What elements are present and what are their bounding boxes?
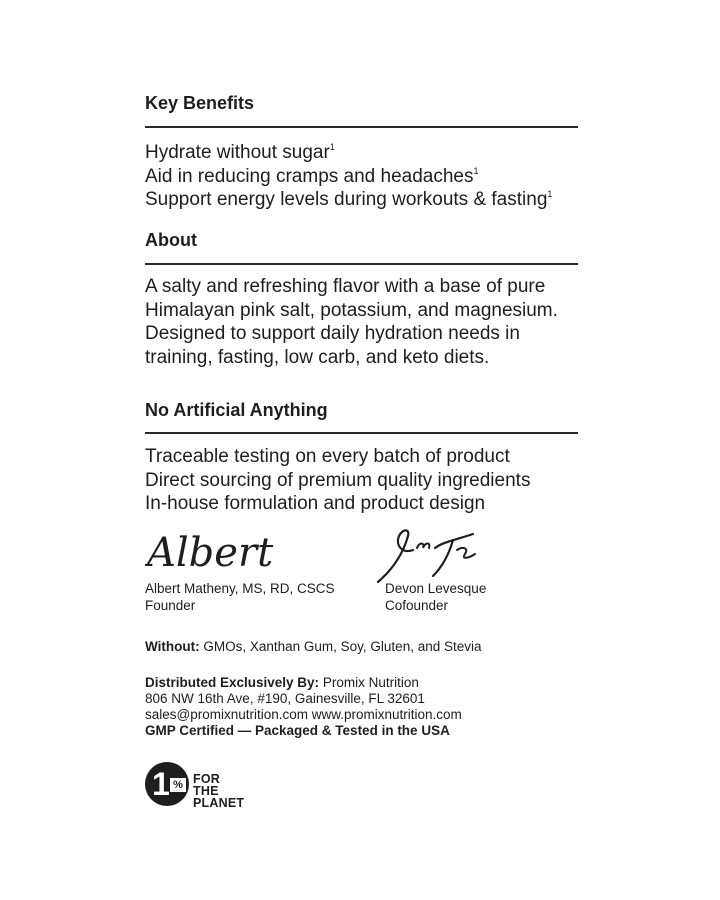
- without-label: Without:: [145, 639, 200, 654]
- distributor-company: Promix Nutrition: [319, 675, 419, 690]
- logo-line2: PLANET: [193, 796, 245, 810]
- about-title: About: [145, 230, 197, 250]
- about-line: Designed to support daily hydration needs in: [145, 323, 520, 344]
- about-line: Himalayan pink salt, potassium, and magnesium.: [145, 299, 558, 321]
- key-benefits-title: Key Benefits: [145, 93, 255, 113]
- no-artificial-title: No Artificial Anything: [145, 400, 328, 420]
- about-line: training, fasting, low carb, and keto diets.: [145, 346, 490, 368]
- devon-signature: [373, 524, 483, 588]
- about-text: [145, 275, 558, 369]
- albert-role: Founder: [145, 597, 196, 613]
- gmp-certification: GMP Certified — Packaged & Tested in the USA: [145, 723, 450, 738]
- distribution-block: [145, 675, 462, 739]
- distributor-address: 806 NW 16th Ave, #190, Gainesville, FL 32601: [145, 691, 425, 706]
- no-artificial-item: In-house formulation and product design: [145, 493, 486, 514]
- albert-signature: [145, 526, 285, 578]
- logo-percent: %: [170, 778, 186, 792]
- devon-name: Devon Levesque: [385, 581, 487, 596]
- about-divider: [145, 263, 578, 265]
- distributor-contact: sales@promixnutrition.com www.promixnutrition.com: [145, 707, 462, 722]
- distributor-line: [145, 675, 462, 691]
- benefit-item: Support energy levels during workouts & fasting$^1$: [145, 189, 553, 210]
- without-line: [145, 639, 482, 655]
- logo-line1: FOR THE: [193, 772, 220, 798]
- key-benefits-divider: [145, 126, 578, 128]
- about-line: A salty and refreshing flavor with a base of pure: [145, 276, 546, 297]
- albert-credit: [145, 581, 335, 614]
- no-artificial-list: [145, 445, 530, 516]
- without-text: GMOs, Xanthan Gum, Soy, Gluten, and Stevia: [199, 639, 482, 654]
- no-artificial-item: Direct sourcing of premium quality ingredients: [145, 469, 531, 491]
- devon-credit: [385, 581, 486, 614]
- benefit-item: Hydrate without sugar$^1$: [145, 142, 335, 163]
- devon-role: Cofounder: [385, 597, 449, 613]
- logo-number: 1: [152, 766, 170, 802]
- benefit-item: Aid in reducing cramps and headaches$^1$: [145, 165, 479, 187]
- key-benefits-list: [145, 141, 552, 212]
- logo-text: [193, 773, 244, 809]
- albert-name: Albert Matheny, MS, RD, CSCS: [145, 581, 335, 596]
- albert-signature-text: Albert: [147, 530, 274, 576]
- no-artificial-divider: [145, 432, 578, 434]
- distributor-label: Distributed Exclusively By:: [145, 675, 320, 690]
- no-artificial-item: Traceable testing on every batch of product: [145, 446, 510, 467]
